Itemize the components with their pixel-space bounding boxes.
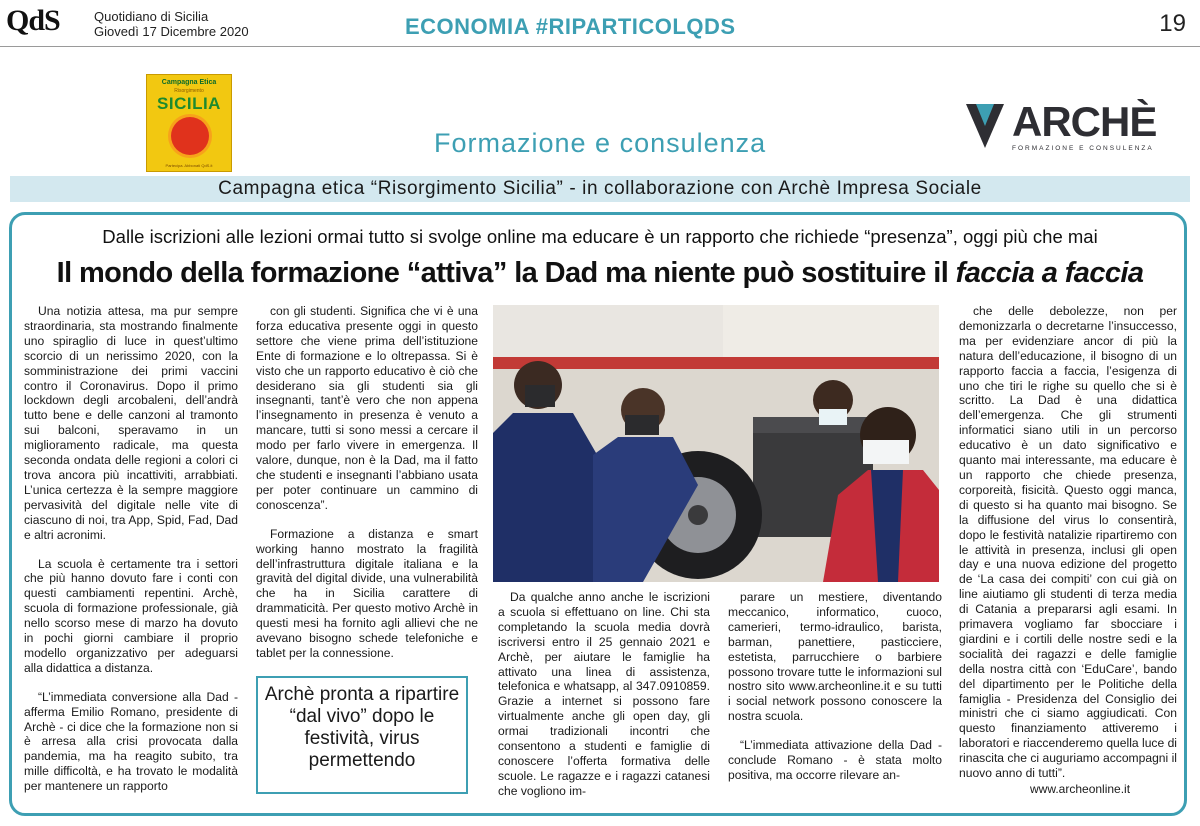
badge-foot-text: Partecipa. Abbonati QdS.it xyxy=(165,163,213,168)
paragraph: “L’immediata attivazione della Dad - conclude Romano - è stata molto positiva, ma occorre rilevare an- xyxy=(728,738,942,782)
section-title: ECONOMIA #RIPARTICOLQDS xyxy=(405,14,736,39)
students-workshop-photo xyxy=(493,305,939,582)
paragraph: Una notizia attesa, ma pur sempre straordinaria, sta mostrando finalmente uno spiraglio di luce in quest’ultimo scorcio di un nerissimo 2020, con la somministrazione dei primi vaccini contro il Coronavirus. Dopo il primo lockdown degli arcobaleni, dell’andrà tutto bene e delle canzoni al tramonto sui balconi, speravamo in un miglioramento radicale, ma questa seconda ondata delle regioni a colori ci trova ancora più incattiviti, arrabbiati. L’unica certezza è la sempre maggiore pervasività del digitale nelle vite di ciascuno di noi, tra App, Spid, Fad, Dad e altri acronimi. xyxy=(24,304,238,542)
arche-logo-text: ARCHÈ xyxy=(1012,98,1157,145)
paragraph: La scuola è certamente tra i settori che più hanno dovuto fare i conti con questi cambiamenti repentini. Archè, scuola di formazione professionale, già nello scorso mese di marzo ha dovuto in pochi giorni cambiare il proprio modello organizzativo per adeguarsi alla didattica a distanza. xyxy=(24,556,238,675)
article-column-3 xyxy=(498,590,710,813)
paragraph: parare un mestiere, diventando meccanico, informatico, cuoco, camerieri, termo-idraulico, barista, barman, panettiere, pasticciere, estetista, parrucchiere o barbiere possono trovare tutte le informazioni sul nostro sito www.archeonline.it e su tutti i social network possono conoscere la nostra scuola. xyxy=(728,590,942,724)
publication-info xyxy=(94,9,249,39)
article-column-5 xyxy=(959,304,1177,795)
campaign-line: Campagna etica “Risorgimento Sicilia” - in collaborazione con Archè Impresa Sociale xyxy=(218,178,982,199)
newspaper-logo: QdS xyxy=(6,4,60,37)
header-divider xyxy=(0,46,1200,47)
campaign-badge-logo xyxy=(146,74,232,172)
paragraph: con gli studenti. Significa che vi è una forza educativa presente oggi in questo settore che viene prima dell’istituzione Ente di formazione e lo oltrepassa. Si è visto che un rapporto educativo è ciò che desiderano sia gli studenti sia gli insegnanti, tant’è vero che non appena l’insegnamento in presenza è venuto a mancare, tutti si sono messi a cercare il modo per farlo vivere in emergenza. Il valore, dunque, non è la Dad, ma il fatto che studenti e insegnanti l’abbiano usata per poter continuare un cammino di conoscenza”. xyxy=(256,304,478,512)
newspaper-name: Quotidiano di Sicilia xyxy=(94,9,209,24)
article-column-1 xyxy=(24,304,238,808)
badge-top-text: Campagna Etica xyxy=(161,79,217,86)
article-column-4 xyxy=(728,590,942,797)
sun-emblem-icon xyxy=(171,117,209,155)
arche-logo-tagline: FORMAZIONE E CONSULENZA xyxy=(1012,145,1154,152)
paragraph: Formazione a distanza e smart working hanno mostrato la fragilità dell’infrastruttura digitale italiana e la gravità del digital divide, una vulnerabilità che ha in Sicilia carattere di drammaticità. Per questo motivo Archè in questi mesi ha fornito agli allievi che ne avevano bisogno schede telefoniche e tablet per la connessione. xyxy=(256,526,478,660)
paragraph: Da qualche anno anche le iscrizioni a scuola si effettuano on line. Chi sta completando la scuola media dovrà iscriversi entro il 25 gennaio 2021 e Archè, per aiutare le famiglie ha attivato una linea di assistenza, telefonica e whatsapp, al 347.0910859. Grazie a internet si possono fare virtualmente anche gli open day, gli ormai tradizionali incontri che consentono a studenti e famiglie di conoscere l’offerta formativa delle scuole. Le ragazze e i ragazzi catanesi che vogliono im- xyxy=(498,590,710,798)
publication-date: Giovedì 17 Dicembre 2020 xyxy=(94,24,249,39)
page-number: 19 xyxy=(1159,10,1186,37)
headline-main: Il mondo della formazione “attiva” la Dad ma niente può sostituire il xyxy=(56,257,956,289)
pull-quote: Archè pronta a ripartire “dal vivo” dopo le festività, virus permettendo xyxy=(256,676,468,794)
badge-main-text: SICILIA xyxy=(157,94,221,113)
article-column-2 xyxy=(256,304,478,675)
paragraph: “L’immediata conversione alla Dad - afferma Emilio Romano, presidente di Archè - ci dice che la formazione non si è arresa alla crisi provocata dalla pandemia, ma ha reagito subito, tra mille difficoltà, e ha trovato le modalità per mantenere un rapporto xyxy=(24,689,238,794)
formazione-heading: Formazione e consulenza xyxy=(434,128,767,158)
website-link[interactable]: www.archeonline.it xyxy=(1030,782,1131,796)
paragraph: che delle debolezze, non per demonizzarla o decretarne l’insuccesso, ma per evidenziare ancor di più la natura dell’educazione, il bisogno di un rapporto faccia a faccia, l’esigenza di uno che tiri le righe su quello che si è scritto. La Dad è una didattica dell’emergenza. Che gli strumenti informatici siano utili in un percorso educativo è un dato significativo e quanto mai interessante, ma educare è un rapporto che chiede presenza, corporeità, fisicità. Questo oggi manca, di questo si ha quanto mai bisogno. Se la diffusione del virus lo consentirà, dopo le festività natalizie ripartiremo con le attività in presenza, inclusi gli open day e una nuova edizione del progetto de ‘La casa dei compiti’ con cui già on line aiutiamo gli studenti di terza media di Catania a prepararsi agli esami. In primavera vogliamo far sbocciare i giardini e i cortili delle nostre sedi e la socialità dei ragazzi e delle famiglie della nostra città con ‘EduCare’, bando del dipartimento per le Politiche della famiglia - Presidenza del Consiglio dei ministri che ci siamo aggiudicati. Con questo finanziamento attiveremo i laboratori e riaccenderemo quella luce di rinascita che ci auguriamo accompagni il nuovo anno di tutti”. xyxy=(959,304,1177,781)
article-kicker: Dalle iscrizioni alle lezioni ormai tutto si svolge online ma educare è un rapporto che richiede “presenza”, oggi più che mai xyxy=(102,226,1098,247)
headline-italic: faccia a faccia xyxy=(955,257,1144,289)
badge-sub-text: Risorgimento xyxy=(174,88,204,94)
article-headline xyxy=(14,257,1186,290)
